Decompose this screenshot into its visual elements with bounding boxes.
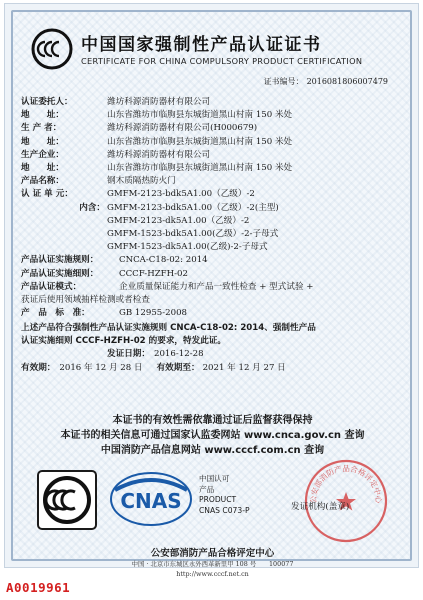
applicant-label: 认证委托人： xyxy=(21,97,73,107)
contains-row-2 xyxy=(21,215,403,228)
statement-line2: 认证实施细则 CCCF-HZFH-02 的要求，特发此证。 xyxy=(21,336,226,347)
detail-value: CCCF-HZFH-02 xyxy=(119,268,188,279)
mode-value-line2: 获证后使用领域抽样检测或者检查 xyxy=(21,295,150,306)
notice-line-3: 中国消防产品信息网站 www.cccf.com.cn 查询 xyxy=(100,445,325,456)
contains-model-2: GMFM-2123-dk5A1.00（乙级）-2 xyxy=(107,215,250,226)
contains-row xyxy=(21,202,403,215)
notice-line-1: 本证书的有效性需依靠通过证后监督获得保持 xyxy=(112,415,313,426)
contains-label: 内含： xyxy=(79,202,105,213)
cnas-line-2: 产品 xyxy=(199,484,215,494)
certificate-fields xyxy=(21,96,403,375)
manufacturer-address-value: 山东省潍坊市临朐县东城街道黑山村南 150 米处 xyxy=(107,136,293,147)
contains-model-3: GMFM-1523-bdk5A1.00(乙级）-2-子母式 xyxy=(107,229,279,240)
unit-row xyxy=(21,188,403,201)
applicant-value: 潍坊科源消防器材有限公司 xyxy=(107,97,211,107)
rule-value: CNCA-C18-02: 2014 xyxy=(119,255,208,266)
cnas-logo-icon xyxy=(109,468,193,530)
rule-label: 产品认证实施规则： xyxy=(21,255,99,266)
cert-no-label: 证书编号： xyxy=(263,77,304,86)
cnas-line-1: 中国认可 xyxy=(199,474,230,483)
product-row xyxy=(21,175,403,188)
contains-model-4: GMFM-1523-dk5A1.00(乙级)-2-子母式 xyxy=(107,242,268,253)
validity-to-label: 有效期至： xyxy=(156,362,200,373)
serial-number: A0019961 xyxy=(6,580,71,595)
unit-label: 认 证 单 元： xyxy=(21,189,73,200)
issuer-address: 中国 · 北京市东城区永外西革新里甲 108 号 100077 xyxy=(131,560,294,568)
detail-label: 产品认证实施细则： xyxy=(21,268,99,279)
product-label: 产品名称： xyxy=(21,176,64,187)
validity-row xyxy=(21,362,403,375)
title-english: CERTIFICATE FOR CHINA COMPULSORY PRODUCT CERTIFICATION xyxy=(81,56,363,66)
mode-row xyxy=(21,281,403,294)
issuer-website: http://www.cccf.net.cn xyxy=(176,570,249,578)
ccc-badge-icon xyxy=(37,470,97,530)
contains-row-4 xyxy=(21,241,403,254)
mode-value-line1: 企业质量保证能力和产品一致性检查 + 型式试验 + xyxy=(119,281,314,292)
factory-value: 潍坊科源消防器材有限公司 xyxy=(107,149,211,160)
factory-address-row xyxy=(21,162,403,175)
issuer-name: 公安部消防产品合格评定中心 xyxy=(150,548,275,559)
product-value: 钢木质隔热防火门 xyxy=(107,176,176,187)
applicant-address-label: 地 址： xyxy=(21,110,64,121)
statement-line1: 上述产品符合强制性产品认证实施规则 CNCA-C18-02: 2014、强制性产品 xyxy=(21,323,316,334)
factory-address-label: 地 址： xyxy=(21,163,64,174)
ccc-logo-icon xyxy=(31,28,73,70)
contains-row-3 xyxy=(21,228,403,241)
manufacturer-value: 潍坊科源消防器材有限公司(H000679) xyxy=(107,123,258,134)
cert-no-value: 2016081806007479 xyxy=(306,77,388,86)
applicant-row xyxy=(21,96,403,109)
factory-row xyxy=(21,149,403,162)
cnas-line-4: CNAS C073-P xyxy=(199,505,250,515)
first-issue-row xyxy=(21,348,403,361)
seal-text: 公安部消防产品合格评定中心 xyxy=(308,464,384,504)
cnas-logo-text: CNAS xyxy=(120,489,182,513)
standard-row xyxy=(21,307,403,320)
first-issue-value: 2016-12-28 xyxy=(153,349,204,360)
applicant-address-value: 山东省潍坊市临朐县东城街道黑山村南 150 米处 xyxy=(107,110,293,121)
manufacturer-address-label: 地 址： xyxy=(21,136,64,147)
first-issue-label: 发证日期： xyxy=(107,349,150,360)
detail-row xyxy=(21,268,403,281)
contains-model-1: GMFM-2123-bdk5A1.00（乙级）-2(主型) xyxy=(107,202,279,213)
statement xyxy=(21,322,403,348)
validity-label: 有效期： xyxy=(21,362,56,373)
applicant-address-row xyxy=(21,109,403,122)
standard-value: GB 12955-2008 xyxy=(119,308,188,319)
certificate-page xyxy=(4,3,419,578)
notice-line-2: 本证书的相关信息可通过国家认监委网站 www.cnca.gov.cn 查询 xyxy=(60,430,365,441)
mode-label: 产品认证模式： xyxy=(21,281,82,292)
rule-row xyxy=(21,254,403,267)
standard-label: 产 品 标 准： xyxy=(21,308,90,319)
title-chinese: 中国国家强制性产品认证证书 xyxy=(81,35,322,55)
manufacturer-label: 生 产 者： xyxy=(21,123,62,134)
cnas-line-3: PRODUCT xyxy=(199,495,237,504)
manufacturer-row xyxy=(21,122,403,135)
manufacturer-address-row xyxy=(21,136,403,149)
validity-to: 2021 年 12 月 27 日 xyxy=(202,362,286,373)
cnas-info xyxy=(199,474,250,516)
factory-address-value: 山东省潍坊市临朐县东城街道黑山村南 150 米处 xyxy=(107,163,293,174)
certificate-number xyxy=(261,76,388,87)
mode-row-2 xyxy=(21,294,403,307)
validity-from: 2016 年 12 月 28 日 xyxy=(59,362,143,373)
unit-value: GMFM-2123-bdk5A1.00（乙级）-2 xyxy=(107,189,255,200)
factory-label: 生产企业： xyxy=(21,149,64,160)
issuer-label: 发证机构(盖章) xyxy=(291,502,350,512)
